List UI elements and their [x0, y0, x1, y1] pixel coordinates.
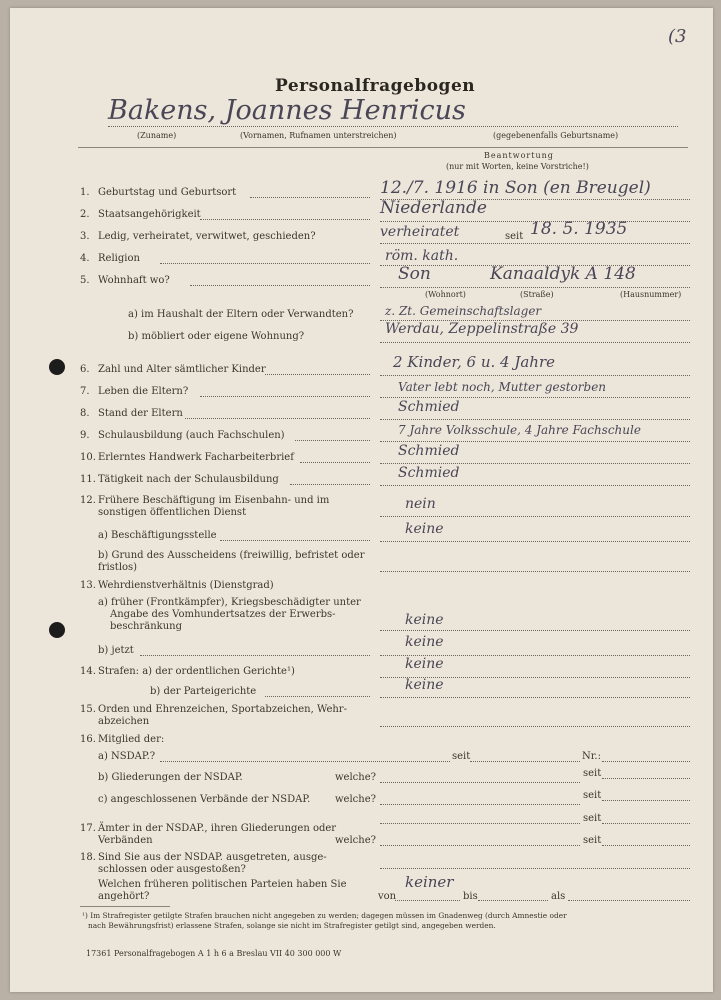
- answer-header: Beantwortung: [484, 151, 554, 160]
- answer-line: [602, 823, 690, 824]
- q13a-answer: keine: [405, 612, 444, 628]
- q16c-seit: seit: [583, 790, 602, 801]
- answer-line: [380, 630, 690, 631]
- q2-label: Staatsangehörigkeit: [98, 209, 201, 220]
- label-birth-name: (gegebenenfalls Geburtsname): [493, 131, 619, 140]
- q5-answer-street: Kanaaldyk A 148: [490, 264, 636, 284]
- q16b-label: b) Gliederungen der NSDAP.: [98, 772, 243, 783]
- label-residence: (Wohnort): [425, 290, 466, 299]
- q17-seit-1: seit: [583, 813, 602, 824]
- leader-dots: [250, 197, 370, 198]
- q5b-answer: Werdau, Zeppelinstraße 39: [385, 321, 579, 337]
- q9-answer: 7 Jahre Volksschule, 4 Jahre Fachschule: [398, 423, 641, 437]
- q18b-als: als: [551, 891, 566, 902]
- q9-number: 9.: [80, 430, 90, 441]
- q12-answer: nein: [405, 496, 436, 512]
- answer-line: [380, 823, 580, 824]
- name-line: [108, 126, 678, 127]
- q16a-nr: Nr.:: [582, 751, 601, 762]
- q13a-label-line2: Angabe des Vomhundertsatzes der Erwerbs-: [110, 609, 336, 620]
- q13a-label-line3: beschränkung: [110, 621, 183, 632]
- leader-dots: [265, 374, 370, 375]
- name-handwritten: Bakens, Joannes Henricus: [108, 95, 466, 126]
- leader-dots: [300, 462, 370, 463]
- answer-line: [380, 485, 690, 486]
- page-number-annotation: (3: [668, 26, 687, 47]
- q5-label: Wohnhaft wo?: [98, 275, 170, 286]
- answer-line: [602, 845, 690, 846]
- q17-label-line2: Verbänden: [98, 835, 153, 846]
- q11-number: 11.: [80, 474, 96, 485]
- q16b-welche: welche?: [335, 772, 376, 783]
- q5-number: 5.: [80, 275, 90, 286]
- q2-answer: Niederlande: [380, 198, 487, 218]
- q3-number: 3.: [80, 231, 90, 242]
- q3-seit: seit: [505, 231, 524, 242]
- q15-label-line2: abzeichen: [98, 716, 150, 727]
- q12-label-line2: sonstigen öffentlichen Dienst: [98, 507, 247, 518]
- answer-line: [602, 761, 690, 762]
- q12b-label-line2: fristlos): [98, 562, 138, 573]
- q16-number: 16.: [80, 734, 96, 745]
- answer-header-note: (nur mit Worten, keine Vorstriche!): [446, 162, 589, 171]
- print-imprint: 17361 Personalfragebogen A 1 h 6 a Breslau VII 40 300 000 W: [86, 949, 342, 958]
- answer-line: [380, 397, 690, 398]
- answer-line: [380, 375, 690, 376]
- q3-label: Ledig, verheiratet, verwitwet, geschieden?: [98, 231, 316, 242]
- answer-line: [380, 516, 690, 517]
- q17-seit-2: seit: [583, 835, 602, 846]
- q7-answer: Vater lebt noch, Mutter gestorben: [398, 380, 607, 394]
- q15-label-line1: Orden und Ehrenzeichen, Sportabzeichen, Wehr-: [98, 704, 347, 715]
- leader-dots: [265, 696, 370, 697]
- answer-line: [602, 778, 690, 779]
- q4-label: Religion: [98, 253, 140, 264]
- q1-answer: 12./7. 1916 in Son (en Breugel): [380, 178, 651, 198]
- q13-number: 13.: [80, 580, 96, 591]
- q4-answer: röm. kath.: [385, 248, 459, 264]
- leader-dots: [290, 484, 370, 485]
- q9-label: Schulausbildung (auch Fachschulen): [98, 430, 285, 441]
- q16c-welche: welche?: [335, 794, 376, 805]
- q8-number: 8.: [80, 408, 90, 419]
- answer-line: [380, 571, 690, 572]
- q13-label: Wehrdienstverhältnis (Dienstgrad): [98, 580, 274, 591]
- answer-line: [380, 782, 580, 783]
- footnote-line2: nach Bewährungsfrist) erlassene Strafen, solange sie nicht im Strafregister getilgt sind, angegeben werden.: [88, 921, 496, 930]
- answer-line: [380, 541, 690, 542]
- q17-label-line1: Ämter in der NSDAP., ihren Gliederungen oder: [98, 823, 337, 834]
- answer-line: [380, 419, 690, 420]
- q13a-label-line1: a) früher (Frontkämpfer), Kriegsbeschädigter unter: [98, 597, 361, 608]
- q7-number: 7.: [80, 386, 90, 397]
- q5a-label: a) im Haushalt der Eltern oder Verwandten?: [128, 309, 354, 320]
- answer-line: [380, 243, 690, 244]
- q14-label: Strafen: a) der ordentlichen Gerichte¹): [98, 666, 295, 677]
- q18-number: 18.: [80, 852, 96, 863]
- answer-line: [380, 463, 690, 464]
- q16b-seit: seit: [583, 768, 602, 779]
- q14b-answer: keine: [405, 677, 444, 693]
- q14-number: 14.: [80, 666, 96, 677]
- punch-hole: [49, 622, 65, 638]
- form-title: Personalfragebogen: [275, 76, 476, 96]
- q18-label-line1: Sind Sie aus der NSDAP. ausgetreten, ausge-: [98, 852, 327, 863]
- q5a-answer: z. Zt. Gemeinschaftslager: [385, 304, 542, 318]
- answer-line: [380, 441, 690, 442]
- answer-line: [380, 697, 690, 698]
- label-first-names: (Vornamen, Rufnamen unterstreichen): [240, 131, 397, 140]
- q14-answer: keine: [405, 656, 444, 672]
- q18b-label-line1: Welchen früheren politischen Parteien haben Sie: [98, 879, 347, 890]
- answer-line: [395, 900, 460, 901]
- q6-number: 6.: [80, 364, 90, 375]
- q12a-label: a) Beschäftigungsstelle: [98, 530, 217, 541]
- footnote-rule: [80, 906, 170, 907]
- leader-dots: [185, 418, 370, 419]
- leader-dots: [200, 219, 370, 220]
- q17-number: 17.: [80, 823, 96, 834]
- leader-dots: [200, 396, 370, 397]
- label-surname: (Zuname): [137, 131, 177, 140]
- q12b-label-line1: b) Grund des Ausscheidens (freiwillig, befristet oder: [98, 550, 365, 561]
- q18b-von: von: [378, 891, 397, 902]
- answer-line: [478, 900, 548, 901]
- leader-dots: [140, 655, 370, 656]
- label-street: (Straße): [520, 290, 554, 299]
- q13b-answer: keine: [405, 634, 444, 650]
- q12-label-line1: Frühere Beschäftigung im Eisenbahn- und im: [98, 495, 330, 506]
- q1-number: 1.: [80, 187, 90, 198]
- answer-line: [380, 868, 690, 869]
- separator: [78, 147, 688, 148]
- q5-answer-place: Son: [398, 264, 431, 284]
- q3-date: 18. 5. 1935: [530, 219, 628, 239]
- answer-line: [380, 845, 580, 846]
- q10-answer: Schmied: [398, 443, 460, 459]
- q8-label: Stand der Eltern: [98, 408, 183, 419]
- q4-number: 4.: [80, 253, 90, 264]
- q18-label-line2: schlossen oder ausgestoßen?: [98, 864, 246, 875]
- punch-hole: [49, 359, 65, 375]
- leader-dots: [220, 540, 370, 541]
- q12-number: 12.: [80, 495, 96, 506]
- q14b-label: b) der Parteigerichte: [150, 686, 257, 697]
- answer-line: [380, 804, 580, 805]
- q16a-label: a) NSDAP.?: [98, 751, 156, 762]
- q7-label: Leben die Eltern?: [98, 386, 189, 397]
- label-house-number: (Hausnummer): [620, 290, 682, 299]
- q1-label: Geburtstag und Geburtsort: [98, 187, 237, 198]
- answer-line: [380, 342, 690, 343]
- leader-dots: [190, 285, 370, 286]
- leader-dots: [160, 263, 370, 264]
- q10-label: Erlerntes Handwerk Facharbeiterbrief: [98, 452, 294, 463]
- q6-label: Zahl und Alter sämtlicher Kinder: [98, 364, 266, 375]
- q16a-seit: seit: [452, 751, 471, 762]
- answer-line: [380, 726, 690, 727]
- answer-line: [602, 800, 690, 801]
- q15-number: 15.: [80, 704, 96, 715]
- q11-label: Tätigkeit nach der Schulausbildung: [98, 474, 279, 485]
- leader-dots: [160, 761, 450, 762]
- q18b-label-line2: angehört?: [98, 891, 150, 902]
- q16-label: Mitglied der:: [98, 734, 165, 745]
- q12a-answer: keine: [405, 521, 444, 537]
- q11-answer: Schmied: [398, 465, 460, 481]
- answer-line: [380, 287, 690, 288]
- leader-dots: [295, 440, 370, 441]
- q5b-label: b) möbliert oder eigene Wohnung?: [128, 331, 305, 342]
- footnote-line1: ¹) Im Strafregister getilgte Strafen brauchen nicht angegeben zu werden; dagegen müssen im Gnadenweg (durch Amnestie oder: [82, 911, 567, 920]
- q3-answer: verheiratet: [380, 224, 460, 240]
- q16c-label: c) angeschlossenen Verbände der NSDAP.: [98, 794, 311, 805]
- q17-welche: welche?: [335, 835, 376, 846]
- q18b-bis: bis: [463, 891, 478, 902]
- q13b-label: b) jetzt: [98, 645, 134, 656]
- q18b-answer: keiner: [405, 873, 454, 891]
- q10-number: 10.: [80, 452, 96, 463]
- q8-answer: Schmied: [398, 399, 460, 415]
- q2-number: 2.: [80, 209, 90, 220]
- q6-answer: 2 Kinder, 6 u. 4 Jahre: [393, 353, 555, 371]
- answer-line: [568, 900, 690, 901]
- answer-line: [470, 761, 580, 762]
